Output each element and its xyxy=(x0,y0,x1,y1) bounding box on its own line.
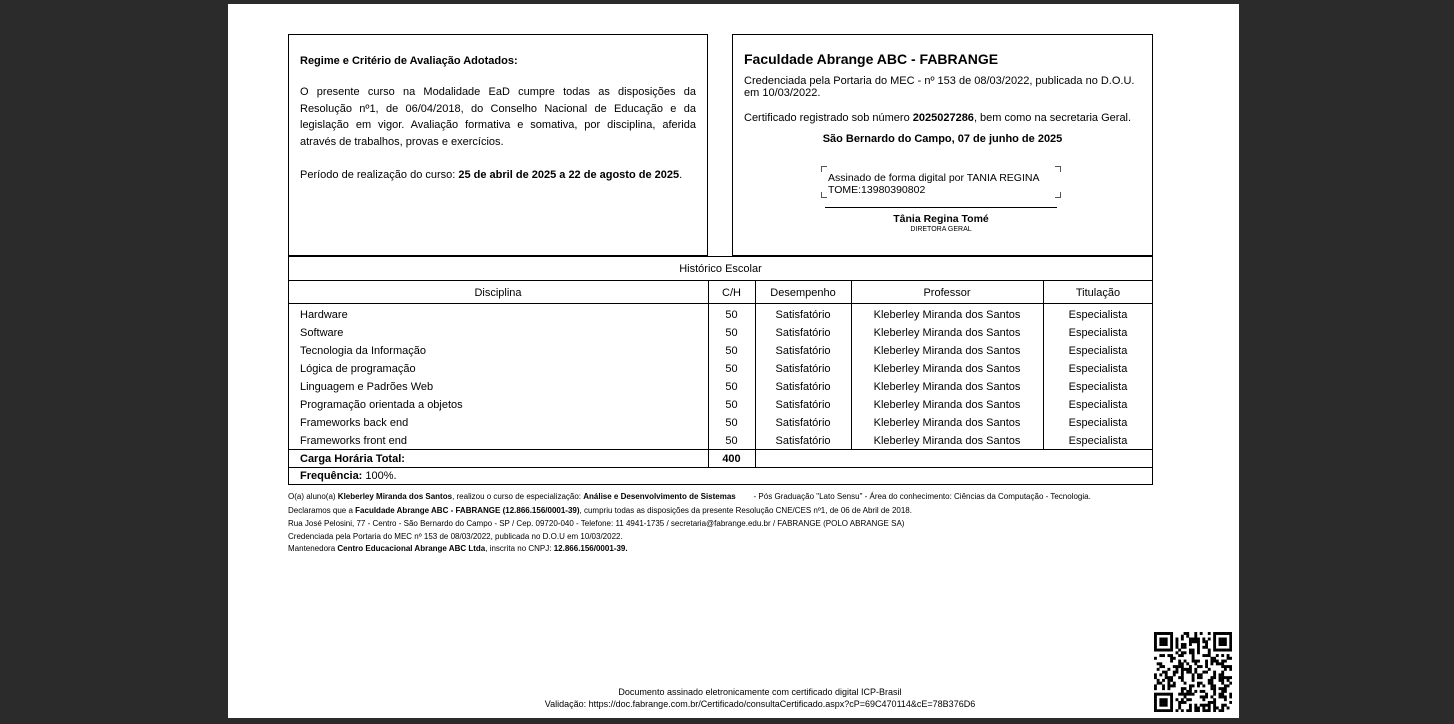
row-discipline: Linguagem e Padrões Web xyxy=(300,381,434,393)
header-title: Titulação xyxy=(1075,287,1121,299)
regime-title: Regime e Critério de Avaliação Adotados: xyxy=(300,55,518,67)
row-performance: Satisfatório xyxy=(775,381,831,393)
row-professor: Kleberley Miranda dos Santos xyxy=(873,363,1021,375)
certificate-page xyxy=(228,4,1239,718)
row-title: Especialista xyxy=(1068,417,1128,429)
frequency-label: Frequência: xyxy=(300,470,363,482)
note5-b: , inscrita no CNPJ: xyxy=(485,544,554,553)
period-value: 25 de abril de 2025 a 22 de agosto de 2025 xyxy=(458,169,680,181)
row-title: Especialista xyxy=(1068,345,1128,357)
note-line-5 xyxy=(288,544,628,554)
digital-signature-stamp xyxy=(821,166,1061,198)
row-workload: 50 xyxy=(725,345,738,357)
row-professor: Kleberley Miranda dos Santos xyxy=(873,417,1021,429)
row-title: Especialista xyxy=(1068,363,1128,375)
row-discipline: Frameworks front end xyxy=(300,435,407,447)
row-discipline: Frameworks back end xyxy=(300,417,409,429)
row-professor: Kleberley Miranda dos Santos xyxy=(873,435,1021,447)
header-discipline: Disciplina xyxy=(474,287,522,299)
row-workload: 50 xyxy=(725,417,738,429)
history-title: Histórico Escolar xyxy=(679,263,762,275)
note1-a: O(a) aluno(a) xyxy=(288,492,338,501)
institution-name: Faculdade Abrange ABC - FABRANGE xyxy=(744,51,999,67)
total-workload-value: 400 xyxy=(722,453,741,465)
validation-link[interactable]: Validação: https://doc.fabrange.com.br/Certificado/consultaCertificado.aspx?cP=69C470114&cE=78B376D6 xyxy=(544,699,976,709)
note1-b: , realizou o curso de especialização: xyxy=(452,492,584,501)
note-line-3: Rua José Pelosini, 77 - Centro - São Bernardo do Campo - SP / Cep. 09720-040 - Telefone: 11 4941-1735 / secretaria@fabrange.edu.br / FABRANGE (POLO ABRANGE SA) xyxy=(288,519,905,528)
row-discipline: Programação orientada a objetos xyxy=(300,399,463,411)
digital-signature-text: Assinado de forma digital por TANIA REGINA TOME:13980390802 xyxy=(828,172,1039,196)
maintainer-cnpj: 12.866.156/0001-39. xyxy=(553,544,628,553)
row-performance: Satisfatório xyxy=(775,399,831,411)
row-discipline: Tecnologia da Informação xyxy=(300,345,426,357)
evaluation-regime-box xyxy=(288,34,708,256)
signer-role: DIRETORA GERAL xyxy=(910,226,972,233)
note-line-4: Credenciada pela Portaria do MEC nº 153 de 08/03/2022, publicada no D.O.U em 10/03/2022. xyxy=(288,532,623,541)
student-name: Kleberley Miranda dos Santos xyxy=(337,492,453,501)
cert-prefix: Certificado registrado sob número xyxy=(744,112,913,124)
cert-suffix: , bem como na secretaria Geral. xyxy=(973,112,1132,124)
row-workload: 50 xyxy=(725,381,738,393)
course-period xyxy=(300,167,682,184)
row-workload: 50 xyxy=(725,399,738,411)
stamp-corner-tl xyxy=(821,166,827,172)
signature-line xyxy=(825,207,1057,208)
row-title: Especialista xyxy=(1068,399,1128,411)
row-discipline: Lógica de programação xyxy=(300,363,416,375)
period-end: . xyxy=(679,169,683,181)
maintainer-name: Centro Educacional Abrange ABC Ltda xyxy=(337,544,486,553)
row-workload: 50 xyxy=(725,363,738,375)
row-workload: 50 xyxy=(725,435,738,447)
row-performance: Satisfatório xyxy=(775,417,831,429)
row-professor: Kleberley Miranda dos Santos xyxy=(873,309,1021,321)
row-title: Especialista xyxy=(1068,381,1128,393)
note-line-1 xyxy=(288,492,1091,502)
history-title-divider xyxy=(288,280,1153,281)
header-professor: Professor xyxy=(923,287,971,299)
note2-b: , cumpriu todas as disposições da presente Resolução CNE/CES nº1, de 06 de Abril de 2018. xyxy=(579,506,912,515)
note2-a: Declaramos que a xyxy=(288,506,356,515)
place-date: São Bernardo do Campo, 07 de junho de 2025 xyxy=(822,133,1063,145)
course-name: Análise e Desenvolvimento de Sistemas xyxy=(583,492,736,501)
row-performance: Satisfatório xyxy=(775,435,831,447)
history-header-divider xyxy=(288,303,1153,304)
note1-c: - Pós Graduação "Lato Sensu" - Área do conhecimento: Ciências da Computação - Tecnologia. xyxy=(735,492,1091,501)
row-discipline: Software xyxy=(300,327,344,339)
qr-code-icon xyxy=(1154,632,1232,712)
row-discipline: Hardware xyxy=(300,309,348,321)
row-title: Especialista xyxy=(1068,435,1128,447)
frequency xyxy=(300,467,397,485)
row-professor: Kleberley Miranda dos Santos xyxy=(873,327,1021,339)
note5-a: Mantenedora xyxy=(288,544,338,553)
row-performance: Satisfatório xyxy=(775,363,831,375)
total-workload-label: Carga Horária Total: xyxy=(300,453,405,465)
row-performance: Satisfatório xyxy=(775,327,831,339)
signed-notice: Documento assinado eletronicamente com certificado digital ICP-Brasil xyxy=(618,687,902,697)
row-workload: 50 xyxy=(725,327,738,339)
regime-paragraph: O presente curso na Modalidade EaD cumpre todas as disposições da Resolução nº1, de 06/04/2018, do Conselho Nacional de Educação e da legislação em vigor. Avaliação formativa e somativa, por disciplina, aferida através de trabalhos, provas e exercícios. xyxy=(300,86,696,148)
header-performance: Desempenho xyxy=(770,287,836,299)
header-workload: C/H xyxy=(722,287,741,299)
row-professor: Kleberley Miranda dos Santos xyxy=(873,381,1021,393)
row-performance: Satisfatório xyxy=(775,345,831,357)
row-title: Especialista xyxy=(1068,327,1128,339)
row-professor: Kleberley Miranda dos Santos xyxy=(873,399,1021,411)
row-professor: Kleberley Miranda dos Santos xyxy=(873,345,1021,357)
institution-box xyxy=(732,34,1153,256)
cert-number: 2025027286 xyxy=(912,112,974,124)
stamp-corner-bl xyxy=(821,192,827,198)
accreditation-text: Credenciada pela Portaria do MEC - nº 153 de 08/03/2022, publicada no D.O.U. em 10/03/2022. xyxy=(744,75,1135,99)
period-label: Período de realização do curso: xyxy=(300,169,459,181)
certificate-registration xyxy=(744,110,1131,127)
signer-name: Tânia Regina Tomé xyxy=(893,213,989,225)
row-workload: 50 xyxy=(725,309,738,321)
row-performance: Satisfatório xyxy=(775,309,831,321)
row-title: Especialista xyxy=(1068,309,1128,321)
frequency-value: 100%. xyxy=(362,470,397,482)
note2-institution: Faculdade Abrange ABC - FABRANGE (12.866.156/0001-39) xyxy=(355,506,580,515)
note-line-2 xyxy=(288,506,912,516)
